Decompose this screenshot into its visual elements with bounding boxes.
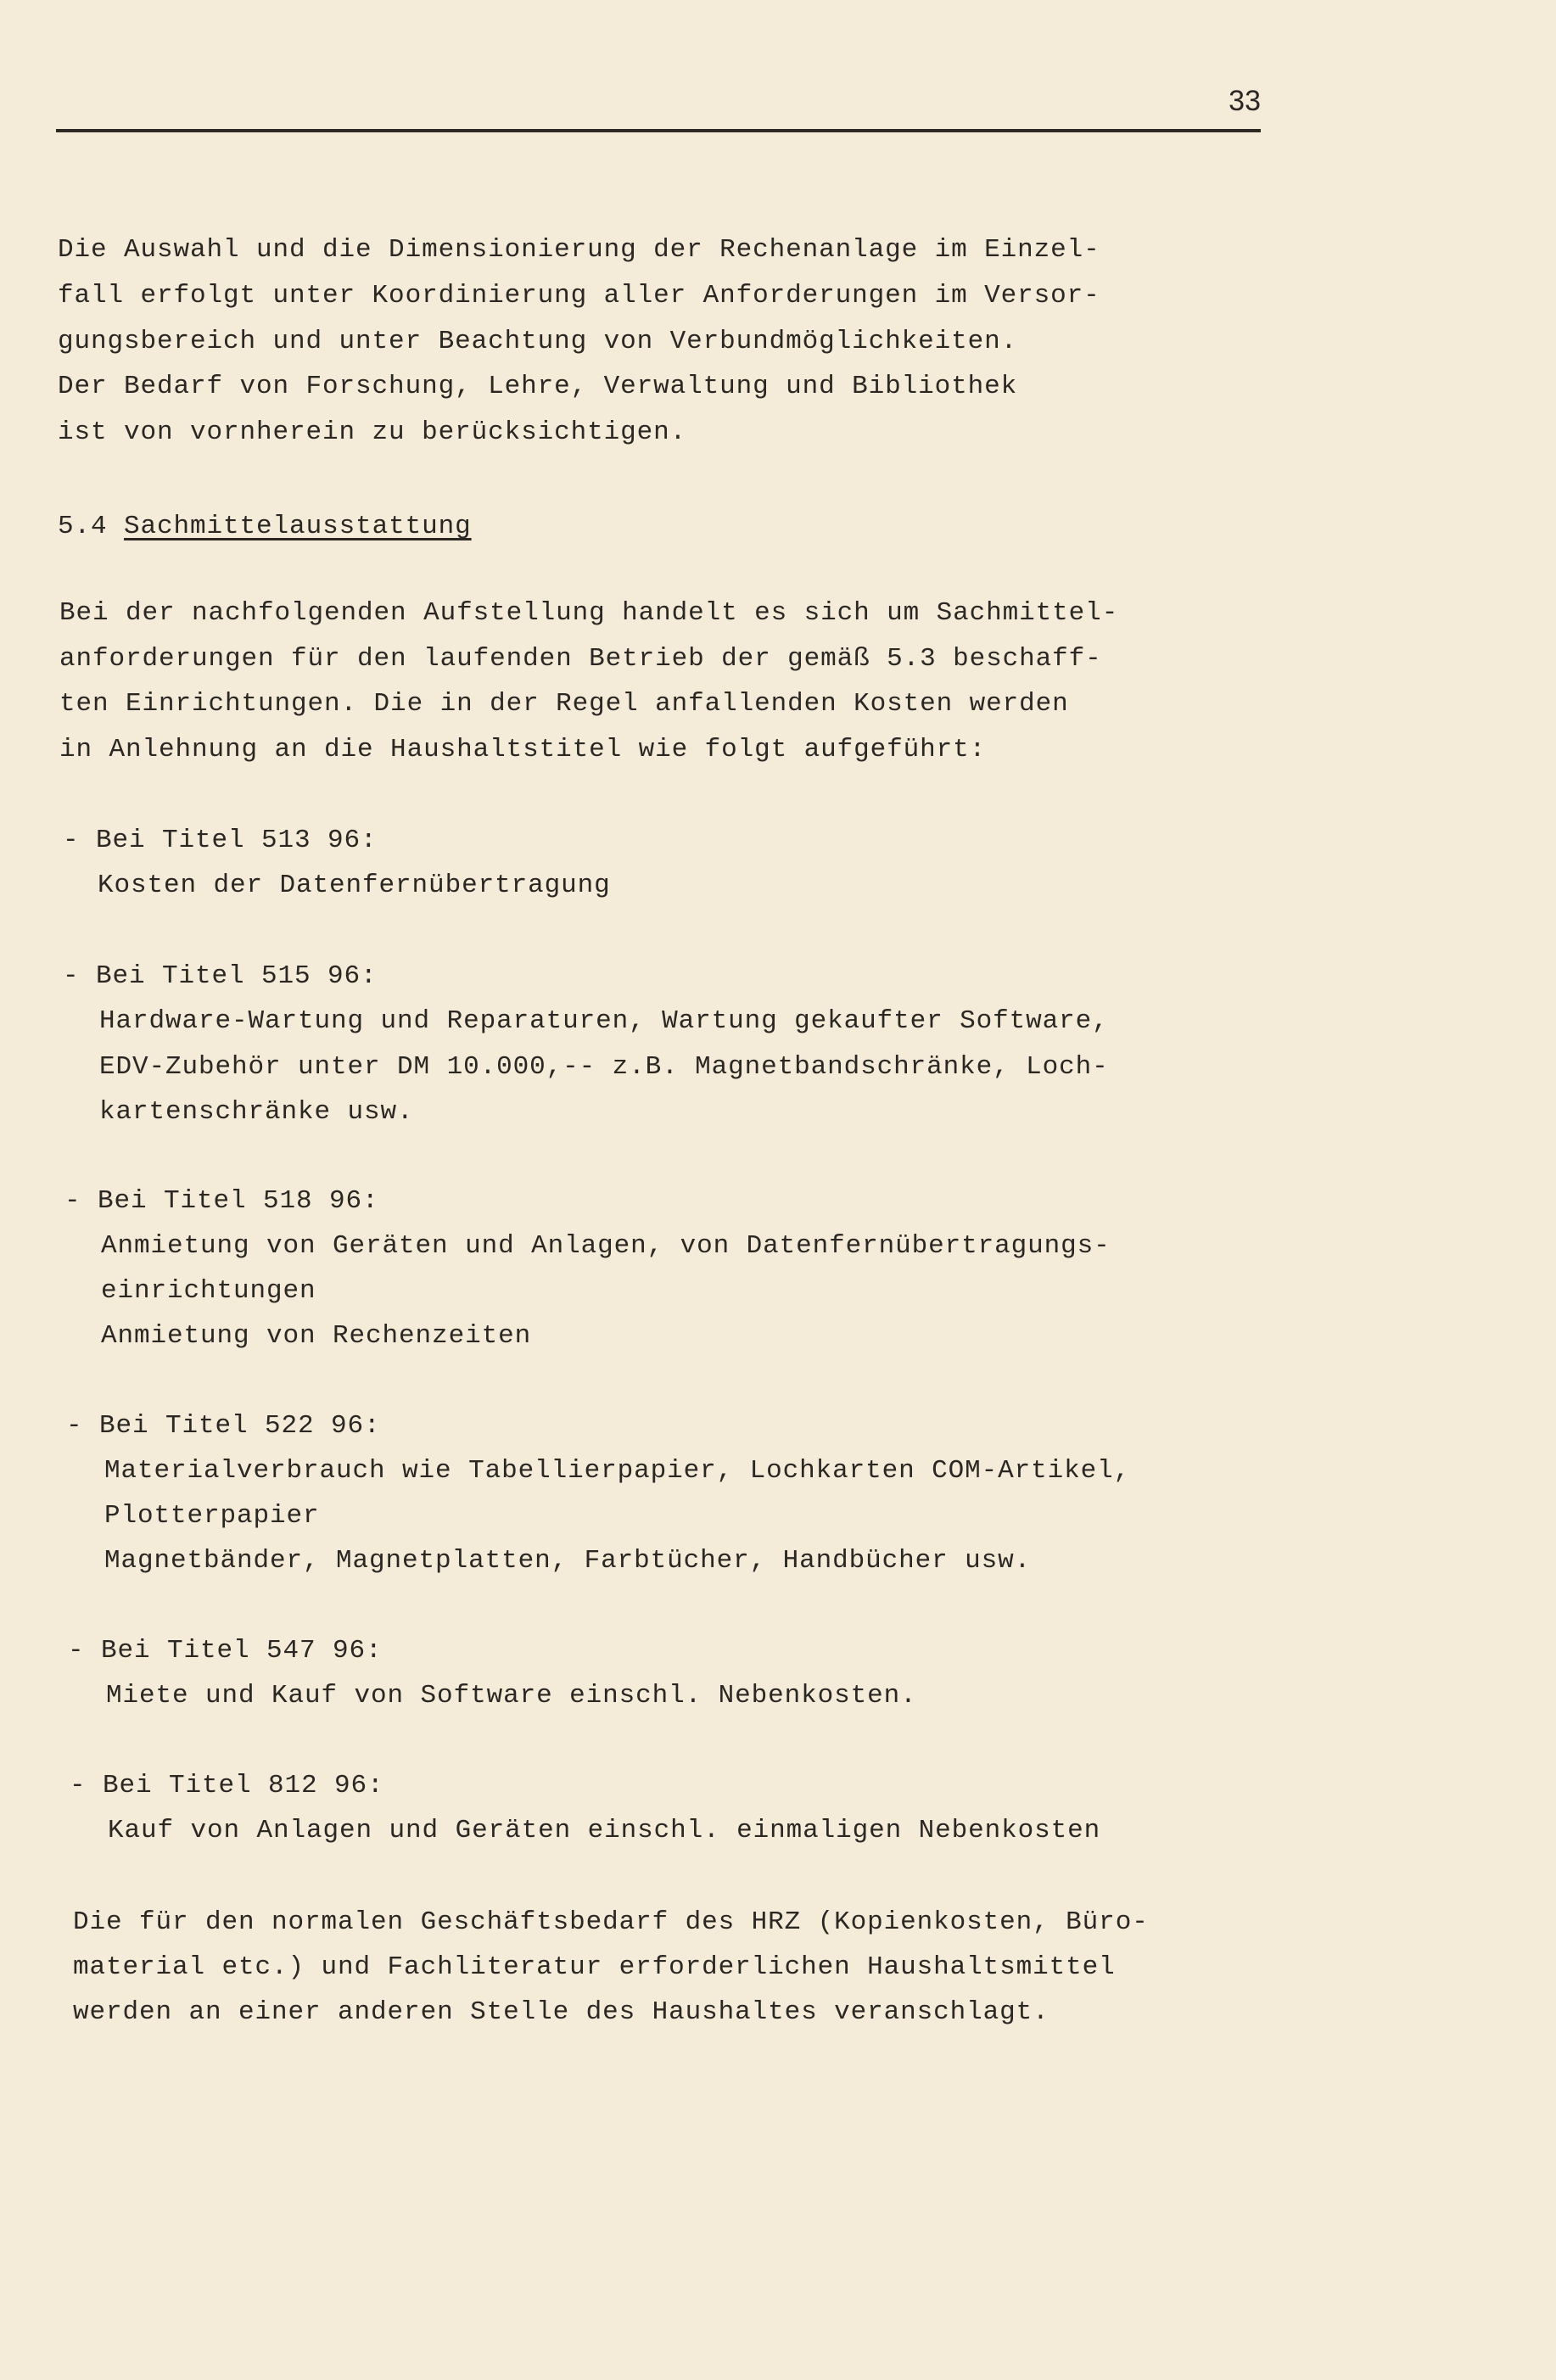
section-title: Sachmittelausstattung (124, 512, 472, 541)
item-heading: - Bei Titel 513 96: (63, 826, 378, 855)
text-line: werden an einer anderen Stelle des Haushaltes veranschlagt. (73, 1997, 1049, 2027)
text-line: Der Bedarf von Forschung, Lehre, Verwaltung und Bibliothek (58, 372, 1018, 401)
text-line: fall erfolgt unter Koordinierung aller Anforderungen im Versor- (58, 281, 1100, 311)
page-number: 33 (1229, 85, 1261, 117)
text-line: anforderungen für den laufenden Betrieb der gemäß 5.3 beschaff- (59, 644, 1102, 674)
text-line: Bei der nachfolgenden Aufstellung handelt es sich um Sachmittel- (59, 598, 1119, 628)
item-text: Miete und Kauf von Software einschl. Nebenkosten. (106, 1681, 917, 1711)
item-heading: - Bei Titel 515 96: (63, 961, 378, 991)
item-heading: - Bei Titel 812 96: (70, 1771, 384, 1800)
section-number: 5.4 (58, 512, 108, 541)
text-line: material etc.) und Fachliteratur erforderlichen Haushaltsmittel (73, 1952, 1116, 1982)
text-line: ist von vornherein zu berücksichtigen. (58, 417, 687, 447)
item-text: kartenschränke usw. (99, 1097, 414, 1127)
section-heading (58, 510, 472, 544)
item-text: Kauf von Anlagen und Geräten einschl. einmaligen Nebenkosten (108, 1816, 1101, 1845)
item-text: Anmietung von Rechenzeiten (101, 1321, 532, 1351)
text-line: ten Einrichtungen. Die in der Regel anfallenden Kosten werden (59, 689, 1069, 719)
item-text: EDV-Zubehör unter DM 10.000,-- z.B. Magnetbandschränke, Loch- (99, 1052, 1109, 1082)
item-heading: - Bei Titel 547 96: (68, 1636, 383, 1666)
item-text: Kosten der Datenfernübertragung (98, 871, 611, 900)
item-text: Plotterpapier (104, 1501, 320, 1531)
item-text: Hardware-Wartung und Reparaturen, Wartung gekaufter Software, (99, 1006, 1109, 1036)
item-text: einrichtungen (101, 1276, 316, 1306)
text-line: Die für den normalen Geschäftsbedarf des HRZ (Kopienkosten, Büro- (73, 1907, 1149, 1937)
item-heading: - Bei Titel 522 96: (66, 1411, 381, 1441)
header-rule (56, 129, 1261, 132)
text-line: gungsbereich und unter Beachtung von Verbundmöglichkeiten. (58, 327, 1018, 356)
item-text: Materialverbrauch wie Tabellierpapier, Lochkarten COM-Artikel, (104, 1456, 1131, 1486)
item-text: Anmietung von Geräten und Anlagen, von Datenfernübertragungs- (101, 1231, 1111, 1261)
text-line: Die Auswahl und die Dimensionierung der Rechenanlage im Einzel- (58, 235, 1100, 265)
item-heading: - Bei Titel 518 96: (64, 1186, 379, 1216)
item-text: Magnetbänder, Magnetplatten, Farbtücher, Handbücher usw. (104, 1546, 1032, 1576)
text-line: in Anlehnung an die Haushaltstitel wie folgt aufgeführt: (59, 735, 987, 764)
